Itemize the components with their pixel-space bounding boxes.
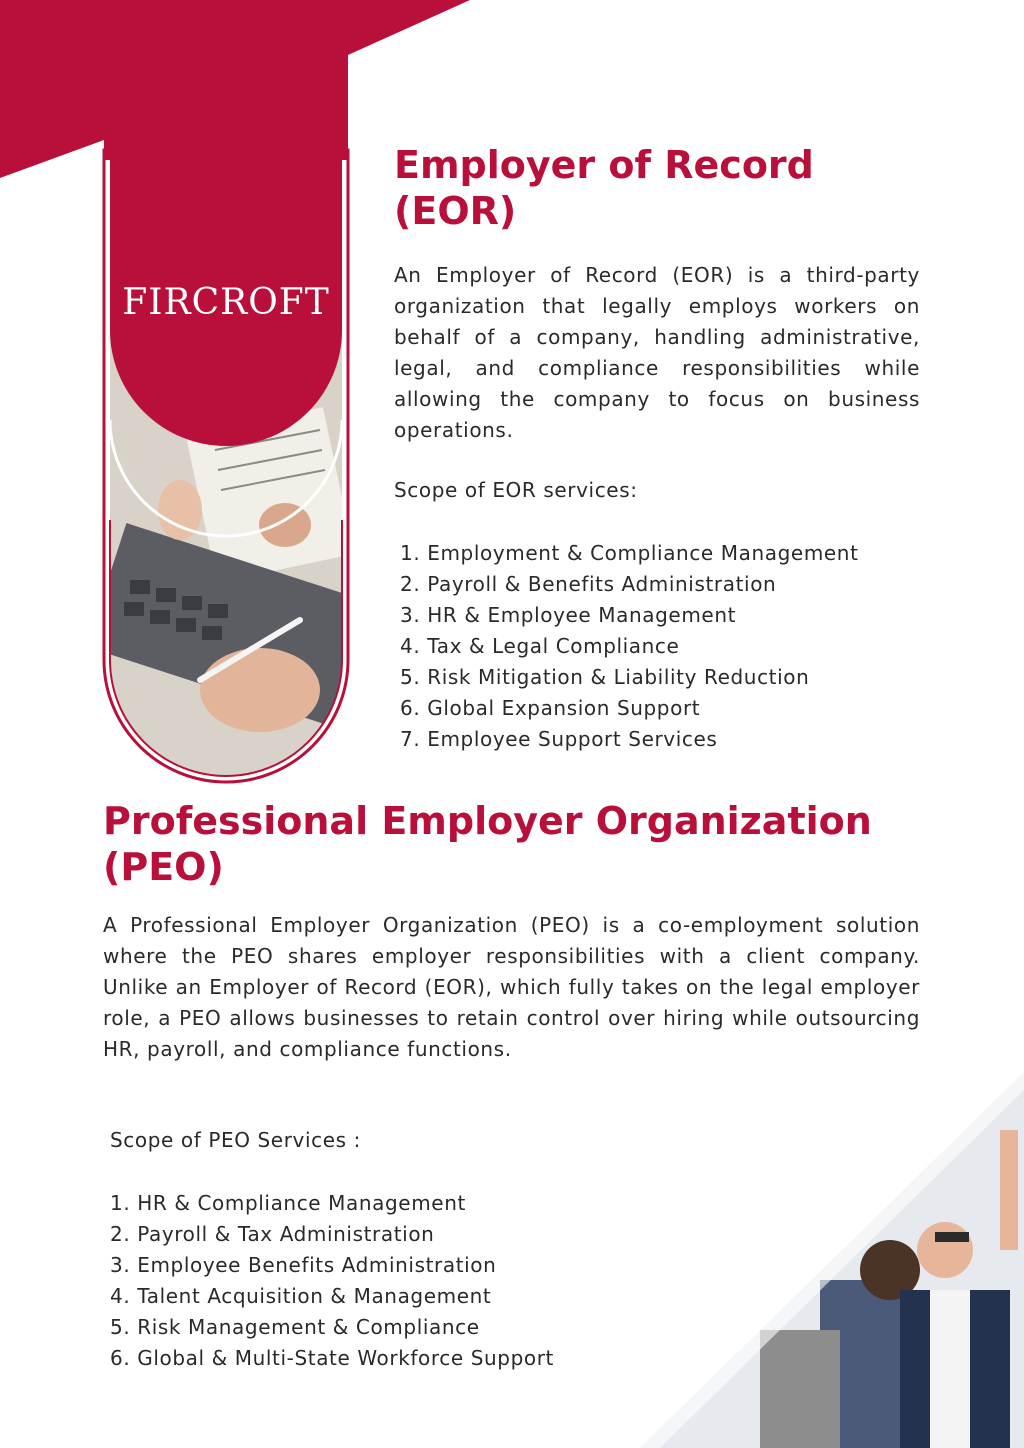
list-item: 3. HR & Employee Management <box>400 603 737 627</box>
list-item: 4. Tax & Legal Compliance <box>400 634 680 658</box>
peo-scope-heading: Scope of PEO Services : <box>110 1128 361 1152</box>
eor-description: An Employer of Record (EOR) is a third-party organization that legally employs workers on behalf of a company, handling administrative, legal, and compliance responsibilities while allowing the company to focus on business operations. <box>394 263 920 442</box>
eor-scope-heading: Scope of EOR services: <box>394 478 638 502</box>
fircroft-logo: FIRCROFT <box>122 282 330 323</box>
list-item: 6. Global & Multi-State Workforce Support <box>110 1346 554 1370</box>
list-item: 2. Payroll & Benefits Administration <box>400 572 777 596</box>
list-item: 2. Payroll & Tax Administration <box>110 1222 435 1246</box>
list-item: 4. Talent Acquisition & Management <box>110 1284 492 1308</box>
list-item: 5. Risk Mitigation & Liability Reduction <box>400 665 810 689</box>
list-item: 1. HR & Compliance Management <box>110 1191 466 1215</box>
list-item: 6. Global Expansion Support <box>400 696 701 720</box>
eor-services-list <box>400 538 859 755</box>
peo-description: A Professional Employer Organization (PEO) is a co-employment solution where the PEO shares employer responsibilities with a client company. Unlike an Employer of Record (EOR), which fully takes on the legal employer role, a PEO allows businesses to retain control over hiring while outsourcing HR, payroll, and compliance functions. <box>103 913 920 1061</box>
list-item: 3. Employee Benefits Administration <box>110 1253 497 1277</box>
peo-title: Professional Employer Organization (PEO) <box>103 799 872 889</box>
list-item: 7. Employee Support Services <box>400 727 718 751</box>
eor-title: Employer of Record (EOR) <box>394 143 814 233</box>
list-item: 5. Risk Management & Compliance <box>110 1315 480 1339</box>
list-item: 1. Employment & Compliance Management <box>400 541 859 565</box>
peo-services-list <box>110 1188 554 1374</box>
